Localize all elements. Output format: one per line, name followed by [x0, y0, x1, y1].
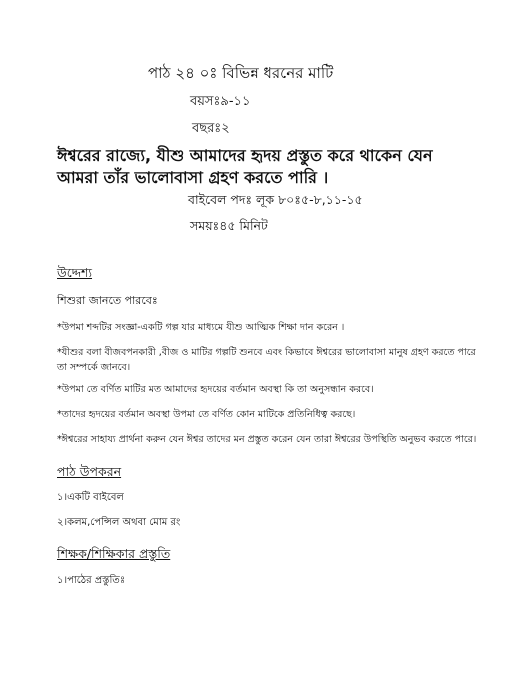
objective-item: *তাদের হৃদয়ের বর্তমান অবস্থা উপমা তে বর্ণিত কোন মাটিকে প্রতিনিধিত্ব করছে। [57, 409, 356, 420]
objectives-heading: উদ্দেশ্য [57, 265, 93, 280]
lesson-duration: সময়ঃ৪৫ মিনিট [190, 218, 268, 233]
objective-item: *উপমা তে বর্ণিত মাটির মত আমাদের হৃদয়ের বর্তমান অবস্থা কি তা অনুসন্ধান করবে। [57, 384, 374, 395]
materials-heading: পাঠ উপকরন [57, 464, 122, 479]
material-item: ১।একটি বাইবেল [57, 492, 124, 503]
age-range: বয়সঃ৯-১১ [190, 94, 251, 109]
bible-passage: বাইবেল পদঃ লূক ৮০ঃ৫-৮,১১-১৫ [188, 192, 363, 207]
year-level: বছরঃ২ [192, 121, 230, 136]
objectives-intro: শিশুরা জানতে পারবেঃ [57, 294, 158, 307]
objective-item: *ঈশ্বরের সাহায্য প্রার্থনা করুন যেন ঈশ্বর তাদের মন প্রস্তুত করেন যেন তারা ঈশ্বরের উপস্থিতি অনুভব করতে পারে। [57, 434, 477, 445]
material-item: ২।কলম,পেন্সিল অথবা মোম রং [57, 517, 181, 528]
preparation-heading: শিক্ষক/শিক্ষিকার প্রস্তুতি [57, 546, 171, 561]
objective-item: *যীশুর বলা বীজবপনকারী ,বীজ ও মাটির গল্পটি শুনবে এবং কিভাবে ঈশ্বরের ভালোবাসা মানুষ গ্রহণ করতে পারে তা সম্পর্কে জানবে। [57, 347, 476, 373]
lesson-title: পাঠ ২৪ ০ঃ বিভিন্ন ধরনের মাটি [148, 64, 334, 82]
lesson-theme: ঈশ্বরের রাজ্যে, যীশু আমাদের হৃদয় প্রস্তুত করে থাকেন যেন আমরা তাঁর ভালোবাসা গ্রহণ করতে পারি । [57, 146, 433, 187]
objective-item: *উপমা শব্দটির সংজ্ঞা-একটি গল্প যার মাধ্যমে যীশু আত্মিক শিক্ষা দান করেন । [57, 322, 345, 333]
preparation-item: ১।পাঠের প্রস্তুতিঃ [57, 575, 126, 586]
